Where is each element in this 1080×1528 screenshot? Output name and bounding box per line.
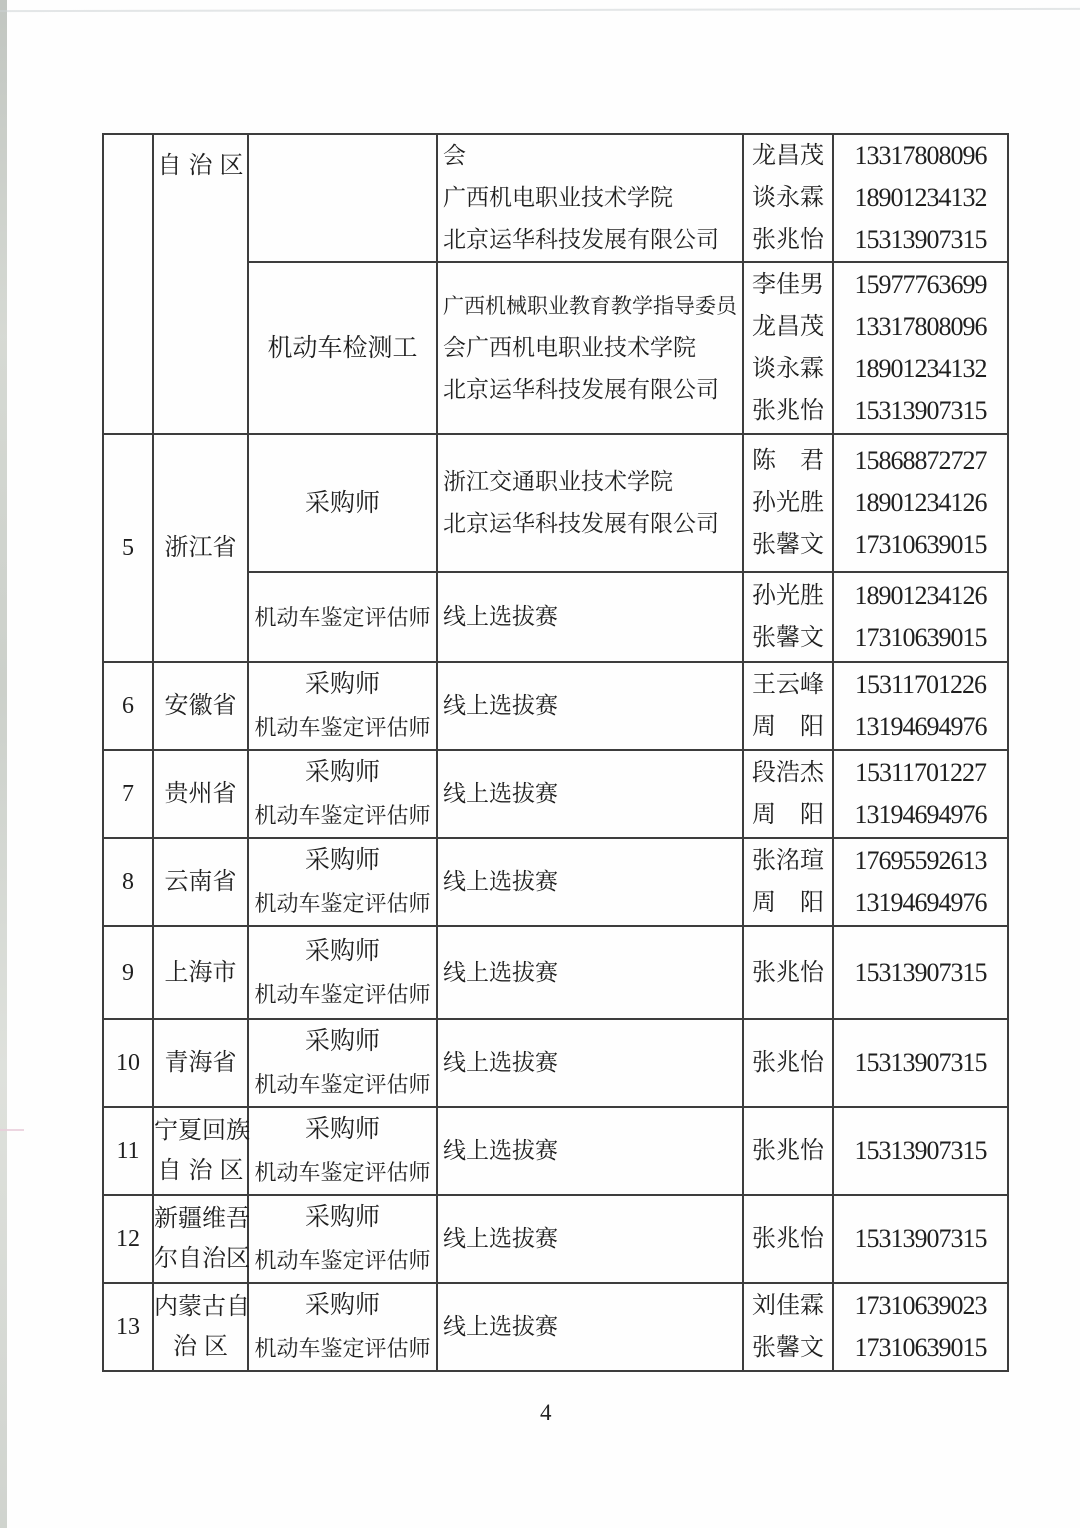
phone-cell [833,1019,1008,1107]
job-cell [248,926,437,1019]
org-cell [437,262,743,434]
name-cell [743,1195,833,1283]
contact-name: 周 阳 [752,714,824,740]
region-line: 上海市 [164,959,237,986]
row-number: 5 [122,535,134,561]
contact-name: 张洺瑄 [752,848,824,874]
org-line: 线上选拔赛 [443,1138,558,1163]
org-line: 线上选拔赛 [443,693,558,718]
org-cell [437,926,743,1019]
contact-name: 谈永霖 [752,356,824,382]
name-cell [743,1019,833,1107]
scan-pink-line-artifact [0,1129,24,1131]
name-cell [743,926,833,1019]
contact-phone: 15977763699 [854,270,987,299]
no-cell [103,750,153,838]
org-cell [437,662,743,750]
org-line: 线上选拔赛 [443,604,558,629]
org-line: 北京运华科技发展有限公司 [443,377,719,402]
org-line: 线上选拔赛 [443,1050,558,1075]
phone-cell [833,434,1008,572]
region-cell [153,1107,251,1195]
job-line: 采购师 [304,671,380,698]
region-cell [153,662,248,750]
no-cell [103,1283,153,1371]
name-cell [743,572,833,662]
table-row [103,134,1008,262]
org-cell [437,134,743,262]
contact-name: 谈永霖 [752,185,824,211]
org-line: 线上选拔赛 [443,1226,558,1251]
job-line: 机动车鉴定评估师 [254,803,431,828]
job-cell [248,1019,437,1107]
job-line: 采购师 [304,1116,380,1143]
phone-cell [833,1283,1008,1371]
name-cell [743,1283,833,1371]
contact-phone: 17310639023 [854,1291,987,1320]
region-line: 青海省 [164,1050,237,1076]
contact-phone: 15313907315 [854,396,987,425]
name-cell [743,262,833,434]
org-cell [437,838,743,926]
scan-top-line-artifact [0,8,1080,12]
no-cell [103,838,153,926]
table-row [103,1107,1008,1195]
no-cell [103,1195,153,1283]
org-line: 线上选拔赛 [443,959,558,985]
row-number: 7 [122,781,134,807]
region-line: 宁夏回族 [154,1118,250,1144]
contact-name: 张馨文 [752,532,824,558]
org-cell [437,1195,743,1283]
org-line: 线上选拔赛 [443,781,558,806]
contact-name: 王云峰 [752,672,824,698]
job-cell [248,1195,437,1283]
no-cell [103,926,153,1019]
contact-phone: 18901234126 [854,581,987,610]
region-line: 新疆维吾 [154,1206,250,1232]
scan-edge-artifact [0,0,7,1528]
row-number: 10 [116,1050,140,1076]
contact-phone: 13317808096 [854,141,987,170]
no-cell [103,1107,153,1195]
job-line: 机动车鉴定评估师 [254,604,431,630]
row-number: 9 [122,959,134,986]
job-cell [248,262,437,434]
phone-cell [833,572,1008,662]
contact-phone: 15311701227 [854,758,987,787]
org-line: 广西机电职业技术学院 [443,185,673,210]
name-cell [743,1107,833,1195]
job-cell [248,134,437,262]
contact-phone: 13317808096 [854,312,987,341]
job-cell [248,662,437,750]
region-line: 治区 [173,1334,235,1360]
table-row [103,662,1008,750]
table-row [103,1019,1008,1107]
region-cell [153,926,248,1019]
contact-table [102,133,1009,1372]
region-line: 自治区 [157,1158,251,1184]
contact-name: 张兆怡 [752,227,824,253]
phone-cell [833,1107,1008,1195]
table-row [103,750,1008,838]
contact-name: 刘佳霖 [752,1293,824,1319]
contact-name: 周 阳 [752,890,824,916]
contact-name: 张馨文 [752,1335,824,1361]
job-line: 机动车鉴定评估师 [254,715,431,740]
contact-phone: 15311701226 [854,670,987,699]
region-line: 安徽省 [164,693,237,719]
job-line: 机动车检测工 [267,334,418,362]
phone-cell [833,662,1008,750]
no-cell [103,662,153,750]
org-line: 广西机械职业教育教学指导委员 [443,294,737,318]
contact-phone: 18901234132 [854,354,987,383]
contact-phone: 18901234126 [854,488,987,517]
table-row [103,1283,1008,1371]
contact-name: 张馨文 [752,625,824,651]
row-number: 13 [116,1314,140,1340]
job-line: 机动车鉴定评估师 [254,891,431,916]
no-cell [103,1019,153,1107]
contact-phone: 15313907315 [854,1224,987,1253]
contact-name: 周 阳 [752,802,824,828]
org-line: 会 [443,143,466,168]
phone-cell [833,134,1008,262]
no-cell [103,134,153,434]
page-number: 4 [540,1400,552,1425]
contact-phone: 17695592613 [854,846,987,875]
table-row [103,434,1008,572]
region-cell [153,134,251,434]
region-line: 贵州省 [164,781,237,807]
name-cell [743,434,833,572]
name-cell [743,134,833,262]
contact-name: 张兆怡 [752,1138,824,1164]
row-number: 12 [116,1226,140,1252]
job-cell [248,838,437,926]
org-line: 北京运华科技发展有限公司 [443,511,719,536]
contact-name: 张兆怡 [752,959,824,986]
job-cell [248,1283,437,1371]
contact-name: 张兆怡 [752,1226,824,1252]
contact-phone: 17310639015 [854,1333,987,1362]
phone-cell [833,838,1008,926]
table-row [103,1195,1008,1283]
row-number: 8 [122,869,134,895]
org-cell [437,1019,743,1107]
org-line: 会广西机电职业技术学院 [443,335,696,360]
contact-phone: 15313907315 [854,225,987,254]
job-cell [248,1107,437,1195]
job-line: 采购师 [304,1204,380,1231]
region-cell [153,1195,248,1283]
job-line: 机动车鉴定评估师 [254,1160,431,1185]
job-line: 机动车鉴定评估师 [254,1336,431,1361]
region-line: 内蒙古自 [154,1294,250,1320]
contact-name: 龙昌茂 [752,143,824,169]
job-line: 采购师 [304,1028,380,1055]
region-cell [153,434,248,662]
phone-cell [833,750,1008,838]
phone-cell [833,262,1008,434]
contact-name: 孙光胜 [752,583,824,609]
region-line: 浙江省 [164,535,237,561]
job-line: 机动车鉴定评估师 [254,1248,431,1273]
job-line: 采购师 [304,759,380,786]
org-cell [437,1283,743,1371]
phone-cell [833,1195,1008,1283]
contact-phone: 15313907315 [854,1048,987,1077]
job-line: 机动车鉴定评估师 [254,981,431,1007]
table-row [103,838,1008,926]
job-cell [248,572,437,662]
name-cell [743,838,833,926]
job-line: 采购师 [304,1292,380,1319]
org-line: 线上选拔赛 [443,1314,558,1339]
job-line: 机动车鉴定评估师 [254,1072,431,1097]
contact-phone: 13194694976 [854,888,987,917]
region-line: 尔自治区 [154,1246,250,1272]
org-cell [437,572,743,662]
name-cell [743,750,833,838]
org-cell [437,1107,743,1195]
region-cell [153,1019,248,1107]
contact-phone: 13194694976 [854,800,987,829]
org-cell [437,750,743,838]
contact-name: 段浩杰 [752,760,824,786]
contact-phone: 13194694976 [854,712,987,741]
no-cell [103,434,153,662]
job-line: 采购师 [304,937,380,965]
org-line: 北京运华科技发展有限公司 [443,227,719,252]
org-cell [437,434,743,572]
region-cell [153,838,248,926]
row-number: 11 [116,1138,140,1164]
org-line: 线上选拔赛 [443,869,558,894]
region-cell [153,1283,248,1371]
contact-name: 张兆怡 [752,398,824,424]
table-row [103,926,1008,1019]
contact-name: 龙昌茂 [752,314,824,340]
contact-phone: 17310639015 [854,530,987,559]
job-line: 采购师 [304,847,380,874]
contact-phone: 18901234132 [854,183,987,212]
contact-phone: 17310639015 [854,623,987,652]
contact-phone: 15313907315 [854,1136,987,1165]
region-line: 云南省 [164,869,237,895]
name-cell [743,662,833,750]
contact-name: 张兆怡 [752,1050,824,1076]
contact-name: 陈 君 [752,448,824,474]
job-cell [248,434,437,572]
contact-name: 孙光胜 [752,490,824,516]
phone-cell [833,926,1008,1019]
job-line: 采购师 [304,489,380,517]
region-cell [153,750,248,838]
row-number: 6 [122,693,134,719]
contact-name: 李佳男 [752,272,824,298]
org-line: 浙江交通职业技术学院 [443,469,673,494]
job-cell [248,750,437,838]
region-line: 自治区 [157,153,251,179]
contact-phone: 15313907315 [854,957,987,987]
contact-phone: 15868872727 [854,446,987,475]
